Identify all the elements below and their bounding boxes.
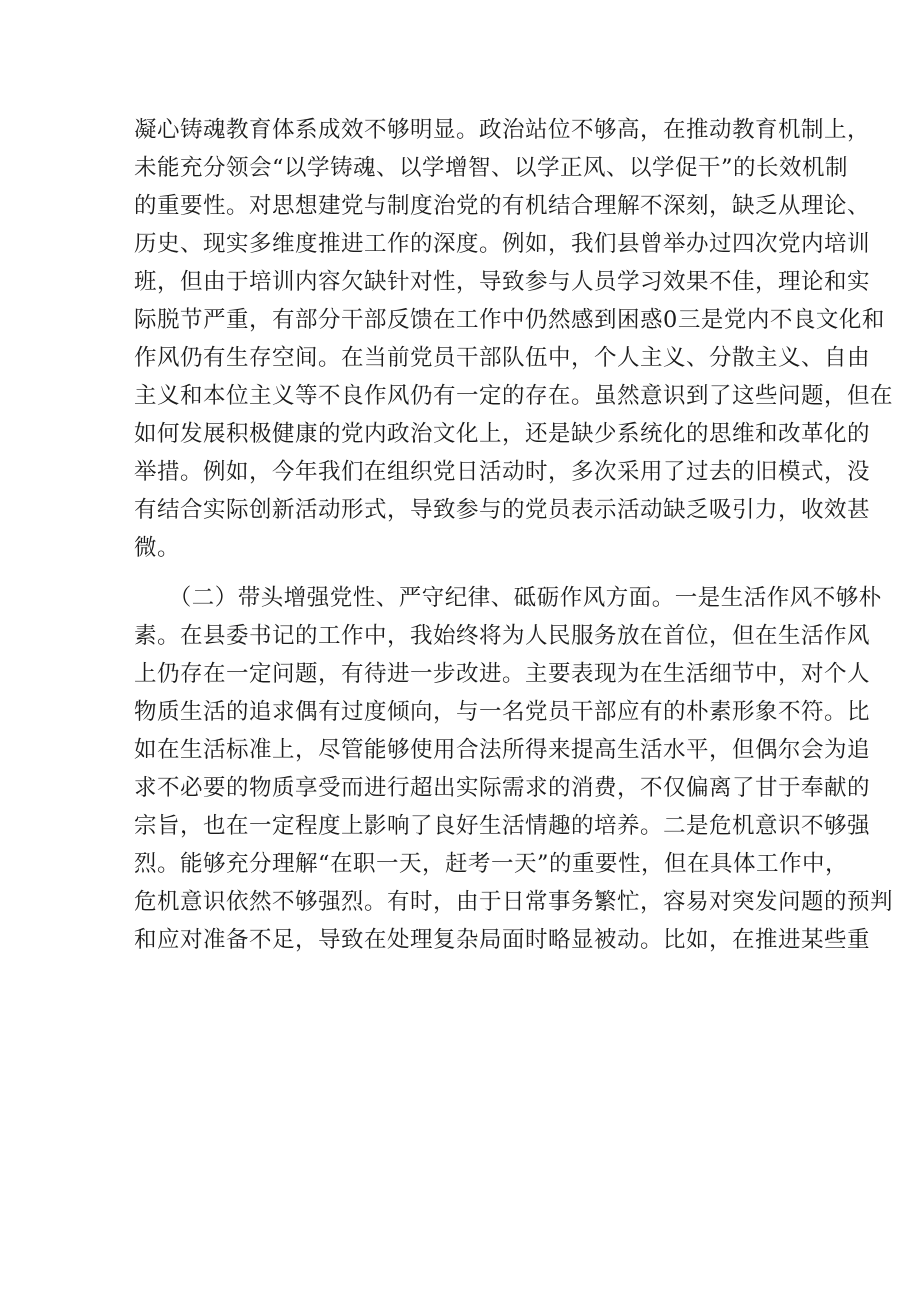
text-line: 凝心铸魂教育体系成效不够明显。政治站位不够高，在推动教育机制上， — [134, 117, 871, 143]
text-line: 主义和本位主义等不良作风仍有一定的存在。虽然意识到了这些问题，但在 — [134, 383, 894, 409]
text-line: 微。 — [134, 535, 181, 561]
text-line: 作风仍有生存空间。在当前党员干部队伍中，个人主义、分散主义、自由 — [134, 345, 871, 371]
text-line: 求不必要的物质享受而进行超出实际需求的消费，不仅偏离了甘于奉献的 — [134, 775, 871, 801]
paragraph-2 — [134, 579, 894, 959]
text-line: 上仍存在一定问题，有待进一步改进。主要表现为在生活细节中，对个人 — [134, 661, 871, 687]
text-line: 举措。例如，今年我们在组织党日活动时，多次采用了过去的旧模式，没 — [134, 459, 871, 485]
text-line: 如在生活标准上，尽管能够使用合法所得来提高生活水平，但偶尔会为追 — [134, 737, 871, 763]
text-line: 班，但由于培训内容欠缺针对性，导致参与人员学习效果不佳，理论和实 — [134, 269, 871, 295]
text-line: 的重要性。对思想建党与制度治党的有机结合理解不深刻，缺乏从理论、 — [134, 193, 871, 219]
text-line: 历史、现实多维度推进工作的深度。例如，我们县曾举办过四次党内培训 — [134, 231, 871, 257]
paragraph-1 — [134, 111, 894, 567]
text-line: 烈。能够充分理解“在职一天，赶考一天”的重要性，但在具体工作中， — [134, 851, 849, 877]
text-line: 未能充分领会“以学铸魂、以学增智、以学正风、以学促干”的长效机制 — [134, 155, 849, 181]
document-body — [134, 111, 894, 959]
text-line: 如何发展积极健康的党内政治文化上，还是缺少系统化的思维和改革化的 — [134, 421, 871, 447]
text-line: 宗旨，也在一定程度上影响了良好生活情趣的培养。二是危机意识不够强 — [134, 813, 871, 839]
text-line: 际脱节严重，有部分干部反馈在工作中仍然感到困惑0三是党内不良文化和 — [134, 307, 885, 333]
text-line: 危机意识依然不够强烈。有时，由于日常事务繁忙，容易对突发问题的预判 — [134, 889, 894, 915]
text-line: 和应对准备不足，导致在处理复杂局面时略显被动。比如，在推进某些重 — [134, 927, 871, 953]
text-line: 物质生活的追求偶有过度倾向，与一名党员干部应有的朴素形象不符。比 — [134, 699, 871, 725]
text-line: （二）带头增强党性、严守纪律、砥砺作风方面。一是生活作风不够朴 — [134, 585, 882, 611]
text-line: 素。在县委书记的工作中，我始终将为人民服务放在首位，但在生活作风 — [134, 623, 871, 649]
text-line: 有结合实际创新活动形式，导致参与的党员表示活动缺乏吸引力，收效甚 — [134, 497, 871, 523]
paragraph-gap — [134, 567, 784, 579]
